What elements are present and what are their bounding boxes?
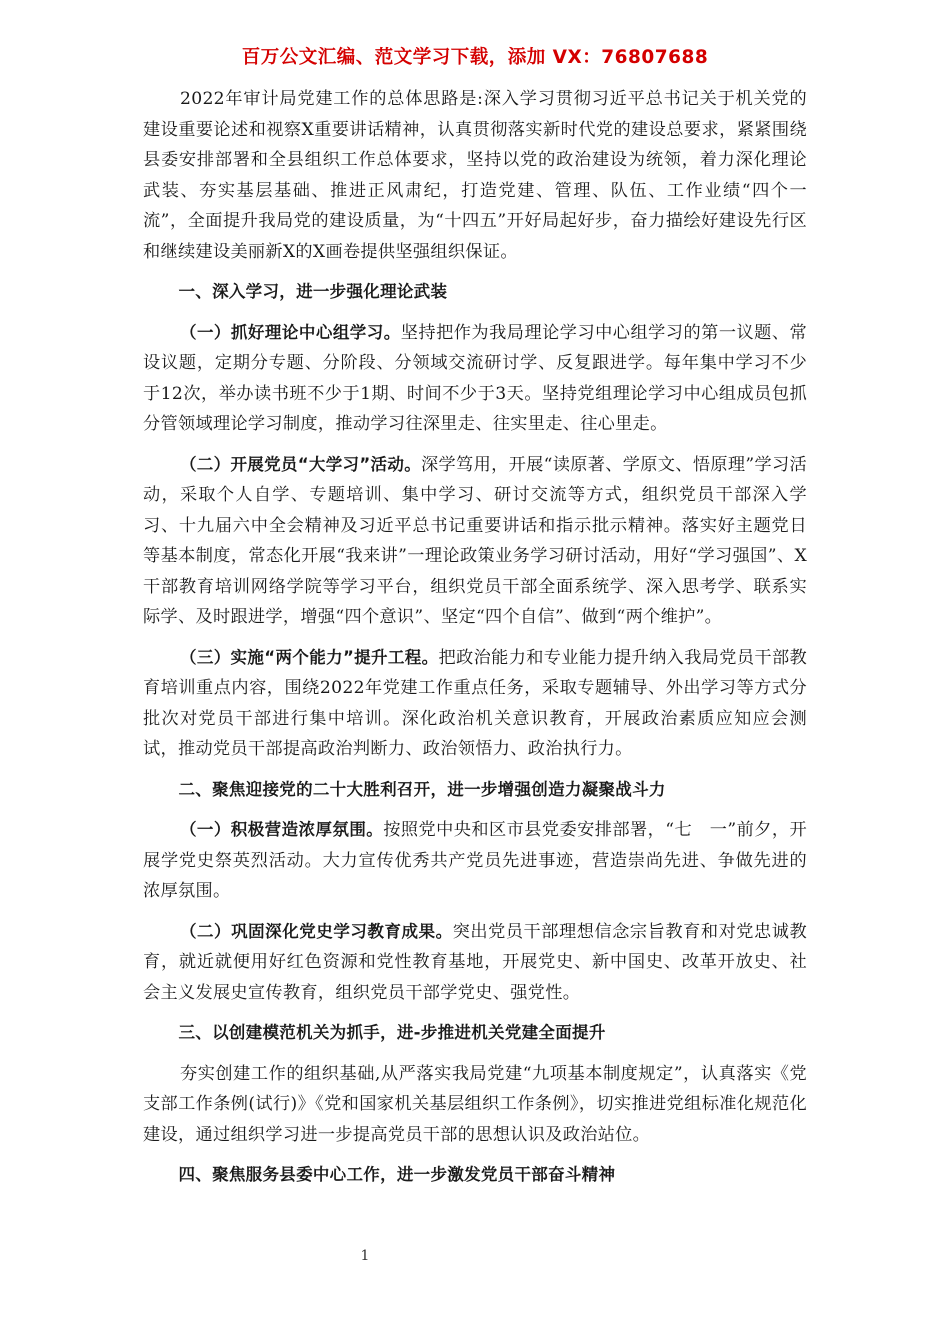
section-1-paragraph-3-lead: （三）实施“两个能力”提升工程。 [179,647,439,667]
intro-paragraph: 2022年审计局党建工作的总体思路是:深入学习贯彻习近平总书记关于机关党的建设重要论述和视察X重要讲话精神，认真贯彻落实新时代党的建设总要求，紧紧围绕县委安排部署和全县组织工作总体要求，坚持以党的政治建设为统领，着力深化理论武装、夯实基层基础、推进正风肃纪，打造党建、管理、队伍、工作业绩“四个一流”，全面提升我局党的建设质量，为“十四五”开好局起好步，奋力描绘好建设先行区和继续建设美丽新X的X画卷提供坚强组织保证。 [143,89,807,262]
section-3-paragraph-1: 夯实创建工作的组织基础,从严落实我局党建“九项基本制度规定”，认真落实《党支部工作条例(试行)》《党和国家机关基层组织工作条例》，切实推进党组标准化规范化建设，通过组织学习进一步提高党员干部的思想认识及政治站位。 [143,1063,807,1145]
section-3-title: 三、以创建模范机关为抓手，进-步推进机关党建全面提升 [178,1023,606,1042]
section-1-paragraph-2-lead: （二）开展党员“大学习”活动。 [179,454,422,474]
section-2-paragraph-1-lead: （一）积极营造浓厚氛围。 [179,820,384,839]
section-2-title: 二、聚焦迎接党的二十大胜利召开，进一步增强创造力凝聚战斗力 [178,779,666,799]
section-1-paragraph-2 [143,450,807,633]
section-2-paragraph-2-body: 突出党员干部理想信念宗旨教育和对党忠诚教育，就近就便用好红色资源和党性教育基地，开展党史、新中国史、改革开放史、社会主义发展史宣传教育，组织党员干部学党史、强党性。 [143,921,807,1003]
section-4-title: 四、聚焦服务县委中心工作，进一步激发党员干部奋斗精神 [178,1165,616,1184]
section-2-paragraph-1 [143,815,807,907]
header-banner: 百万公文汇编、范文学习下载，添加 VX：76807688 [241,47,709,68]
section-1-paragraph-3-body: 把政治能力和专业能力提升纳入我局党员干部教育培训重点内容，围绕2022年党建工作重点任务，采取专题辅导、外出学习等方式分批次对党员干部进行集中培训。深化政治机关意识教育，开展政治素质应知应会测试，推动党员干部提高政治判断力、政治领悟力、政治执行力。 [143,647,807,759]
section-1-paragraph-2-body: 深学笃用，开展“读原著、学原文、悟原理”学习活动，采取个人自学、专题培训、集中学习、研讨交流等方式，组织党员干部深入学习、十九届六中全会精神及习近平总书记重要讲话和指示批示精神。落实好主题党日等基本制度，常态化开展“我来讲”一理论政策业务学习研讨活动，用好“学习强国”、X干部教育培训网络学院等学习平台，组织党员干部全面系统学、深入思考学、联系实际学、及时跟进学，增强“四个意识”、坚定“四个自信”、做到“两个维护”。 [143,454,807,627]
section-1-paragraph-1 [143,318,807,440]
section-1-title: 一、深入学习，进一步强化理论武装 [178,282,448,301]
section-1-paragraph-1-body: 坚持把作为我局理论学习中心组学习的第一议题、常设议题，定期分专题、分阶段、分领域交流研讨学、反复跟进学。每年集中学习不少于12次，举办读书班不少于1期、时间不少于3天。坚持党组理论学习中心组成员包抓分管领域理论学习制度，推动学习往深里走、往实里走、往心里走。 [143,322,807,434]
section-2-paragraph-2-lead: （二）巩固深化党史学习教育成果。 [179,921,453,941]
section-2-paragraph-1-body: 按照党中央和区市县党委安排部署，“七 一”前夕，开展学党史祭英烈活动。大力宣传优秀共产党员先进事迹，营造崇尚先进、争做先进的浓厚氛围。 [143,820,807,901]
section-2-paragraph-2 [143,917,807,1009]
page-number: 1 [360,1248,370,1264]
section-1-paragraph-3 [143,643,807,765]
section-1-paragraph-1-lead: （一）抓好理论中心组学习。 [179,322,401,342]
document-body [143,84,807,1201]
